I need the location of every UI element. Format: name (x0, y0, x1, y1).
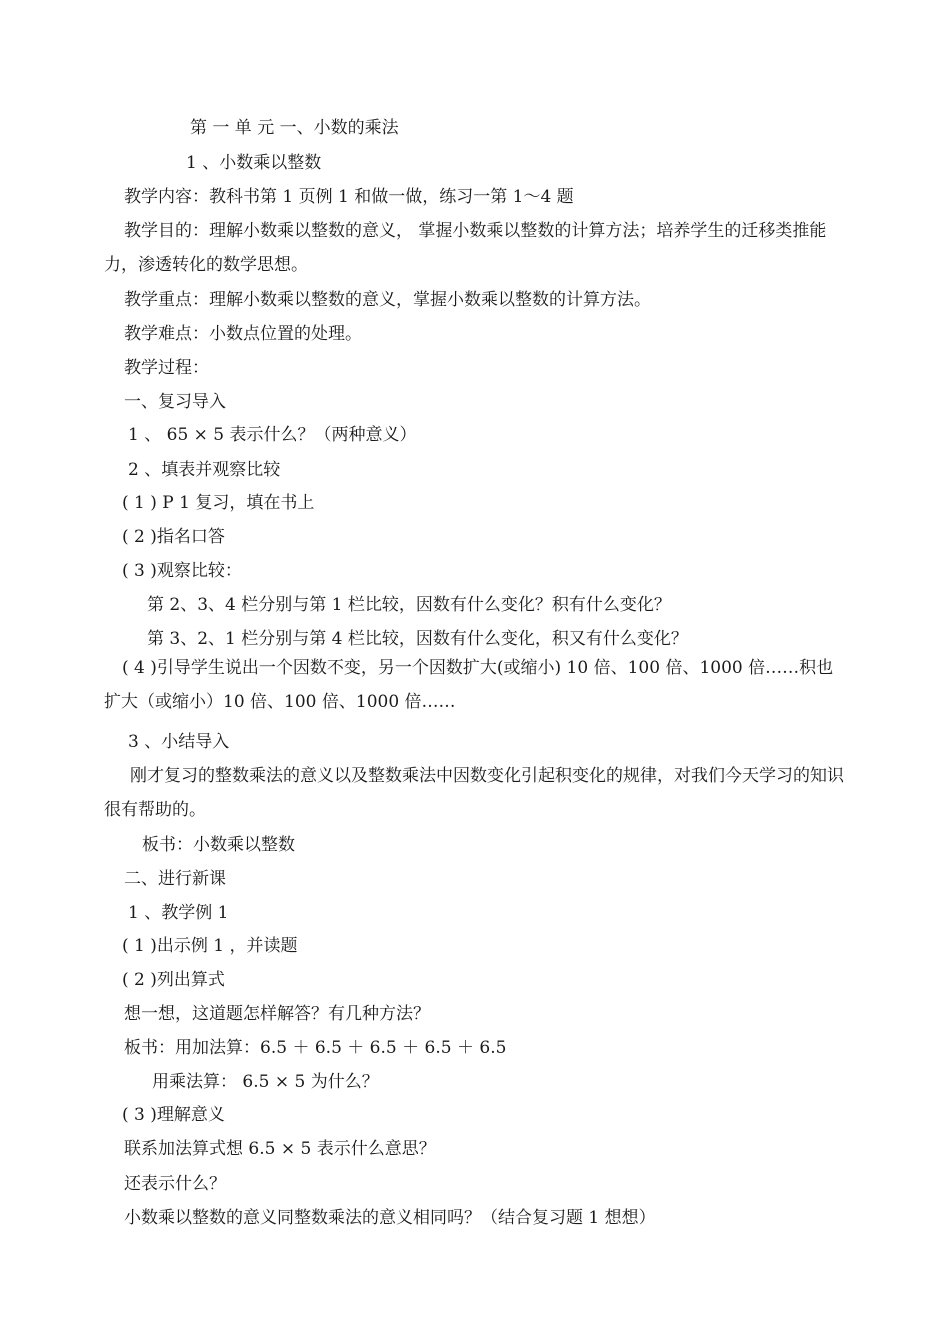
section-1-heading: 一、复习导入 (124, 392, 226, 412)
teaching-goal: 教学目的：理解小数乘以整数的意义， 掌握小数乘以整数的计算方法；培养学生的迁移类推能力，渗透转化的数学思想。 (104, 221, 827, 275)
section-2-heading: 二、进行新课 (124, 869, 226, 889)
step-1-2c-compare-1: 第 2、3、4 栏分别与第 1 栏比较，因数有什么变化？积有什么变化？ (147, 595, 671, 615)
difficulty: 教学难点：小数点位置的处理。 (124, 324, 362, 344)
question-2: 还表示什么？ (124, 1174, 226, 1194)
process-heading: 教学过程： (124, 358, 209, 378)
board-note-2: 板书：用加法算：6.5 ＋ 6.5 ＋ 6.5 ＋ 6.5 ＋ 6.5 (124, 1038, 507, 1058)
lesson-title: 1 、小数乘以整数 (186, 153, 322, 173)
step-1-1: 1 、 65 × 5 表示什么？（两种意义） (128, 425, 417, 445)
step-2-1: 1 、教学例 1 (128, 903, 229, 923)
step-1-2b: ( 2 )指名口答 (122, 527, 225, 547)
question-3: 小数乘以整数的意义同整数乘法的意义相同吗？（结合复习题 1 想想） (124, 1208, 656, 1228)
step-2-1a: ( 1 )出示例 1 ，并读题 (122, 936, 298, 956)
step-1-2c-compare-2: 第 3、2、1 栏分别与第 4 栏比较，因数有什么变化，积又有什么变化？ (147, 629, 688, 649)
teaching-content: 教学内容：教科书第 1 页例 1 和做一做，练习一第 1～4 题 (124, 187, 574, 207)
step-2-1c: ( 3 )理解意义 (122, 1105, 225, 1125)
board-note-3: 用乘法算： 6.5 × 5 为什么？ (152, 1072, 379, 1092)
key-point: 教学重点：理解小数乘以整数的意义，掌握小数乘以整数的计算方法。 (124, 290, 651, 310)
step-1-3: 3 、小结导入 (128, 732, 230, 752)
step-1-2a: ( 1 ) P 1 复习，填在书上 (122, 493, 315, 513)
question-1: 联系加法算式想 6.5 × 5 表示什么意思？ (124, 1139, 436, 1159)
step-2-1b: ( 2 )列出算式 (122, 970, 225, 990)
step-1-2c: ( 3 )观察比较： (122, 561, 242, 581)
step-1-2: 2 、填表并观察比较 (128, 460, 281, 480)
board-note-1: 板书：小数乘以整数 (142, 835, 295, 855)
step-1-3a: 刚才复习的整数乘法的意义以及整数乘法中因数变化引起积变化的规律，对我们今天学习的知识很有帮助的。 (104, 766, 844, 820)
step-1-2d: ( 4 )引导学生说出一个因数不变，另一个因数扩大(或缩小) 10 倍、100 倍、1000 倍……积也扩大（或缩小）10 倍、100 倍、1000 倍…… (104, 658, 834, 712)
unit-title: 第 一 单 元 一、小数的乘法 (190, 118, 399, 138)
think-question: 想一想，这道题怎样解答？有几种方法？ (124, 1004, 430, 1024)
